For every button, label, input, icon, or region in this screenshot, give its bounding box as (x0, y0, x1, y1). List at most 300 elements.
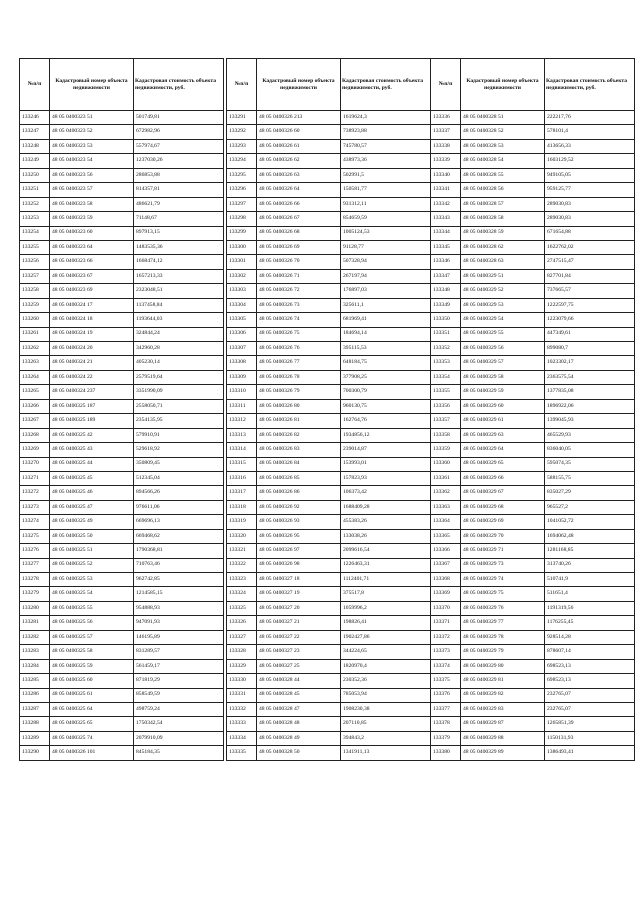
row-number-cell: 133314 (227, 443, 257, 457)
cadastral-value-cell: 976611,06 (134, 500, 224, 514)
table-row (20, 428, 224, 442)
cadastral-value-cell: 1005124,53 (341, 226, 431, 240)
cadastral-value-cell: 153993,01 (341, 457, 431, 471)
cadastral-value-cell: 1386493,41 (545, 746, 635, 760)
row-number-cell: 133311 (227, 399, 257, 413)
cadastral-number-cell: 48 05 0400326 82 (257, 428, 341, 442)
table-row (20, 298, 224, 312)
header-cadastral-value: Кадастровая стоимость объекта недвижимости, руб. (545, 59, 635, 111)
cadastral-value-cell: 1281168,85 (545, 544, 635, 558)
row-number-cell: 133280 (20, 601, 50, 615)
cadastral-value-cell: 447349,61 (545, 327, 635, 341)
cadastral-value-cell: 578101,4 (545, 125, 635, 139)
cadastral-number-cell: 48 05 0400328 52 (461, 125, 545, 139)
cadastral-number-cell: 48 05 0400329 82 (461, 688, 545, 702)
table-row (20, 746, 224, 760)
table-row (227, 183, 431, 197)
cadastral-number-cell: 48 05 0400324 17 (50, 298, 134, 312)
table-row (20, 471, 224, 485)
table-row (431, 197, 635, 211)
cadastral-number-cell: 48 05 0400323 69 (50, 284, 134, 298)
cadastral-value-cell: 1619624,3 (341, 111, 431, 125)
row-number-cell: 133338 (431, 139, 461, 153)
cadastral-value-cell: 1176255,45 (545, 616, 635, 630)
table-row (20, 342, 224, 356)
cadastral-value-cell: 894566,26 (134, 486, 224, 500)
table-row (20, 313, 224, 327)
cadastral-value-cell: 671654,88 (545, 226, 635, 240)
cadastral-value-cell: 1150131,93 (545, 731, 635, 745)
table-row (20, 269, 224, 283)
table-row (20, 529, 224, 543)
table-row (20, 587, 224, 601)
cadastral-value-cell: 1059996,2 (341, 601, 431, 615)
row-number-cell: 133304 (227, 298, 257, 312)
cadastral-value-cell: 375517,8 (341, 587, 431, 601)
cadastral-number-cell: 48 05 0400329 89 (461, 746, 545, 760)
table-row (20, 154, 224, 168)
cadastral-number-cell: 48 05 0400329 64 (461, 443, 545, 457)
table-row (227, 269, 431, 283)
cadastral-number-cell: 48 05 0400328 59 (461, 226, 545, 240)
register-table-3 (430, 58, 635, 761)
cadastral-value-cell: 1820970,4 (341, 659, 431, 673)
row-number-cell: 133359 (431, 443, 461, 457)
cadastral-value-cell: 959125,77 (545, 183, 635, 197)
row-number-cell: 133332 (227, 702, 257, 716)
cadastral-value-cell: 710763,46 (134, 558, 224, 572)
row-number-cell: 133262 (20, 342, 50, 356)
header-num: №п/п (431, 59, 461, 111)
row-number-cell: 133285 (20, 674, 50, 688)
cadastral-value-cell: 831289,57 (134, 645, 224, 659)
cadastral-number-cell: 48 05 0400325 64 (50, 702, 134, 716)
cadastral-value-cell: 394843,2 (341, 731, 431, 745)
cadastral-number-cell: 48 05 0400323 59 (50, 212, 134, 226)
row-number-cell: 133324 (227, 587, 257, 601)
cadastral-value-cell: 1622762,02 (545, 240, 635, 254)
row-number-cell: 133248 (20, 139, 50, 153)
table-row (20, 731, 224, 745)
cadastral-number-cell: 48 05 0400326 98 (257, 558, 341, 572)
table-row (431, 529, 635, 543)
cadastral-number-cell: 48 05 0400327 22 (257, 630, 341, 644)
cadastral-number-cell: 48 05 0400323 66 (50, 255, 134, 269)
cadastral-value-cell: 510741,9 (545, 573, 635, 587)
table-row (20, 356, 224, 370)
row-number-cell: 133321 (227, 544, 257, 558)
row-number-cell: 133364 (431, 515, 461, 529)
row-number-cell: 133278 (20, 573, 50, 587)
cadastral-value-cell: 239014,87 (341, 443, 431, 457)
table-row (20, 370, 224, 384)
cadastral-value-cell: 669696,13 (134, 515, 224, 529)
table-row (20, 630, 224, 644)
cadastral-value-cell: 858549,59 (134, 688, 224, 702)
cadastral-value-cell: 899080,7 (545, 342, 635, 356)
cadastral-value-cell: 878607,14 (545, 645, 635, 659)
row-number-cell: 133368 (431, 573, 461, 587)
row-number-cell: 133260 (20, 313, 50, 327)
row-number-cell: 133308 (227, 356, 257, 370)
cadastral-number-cell: 48 05 0400325 47 (50, 500, 134, 514)
cadastral-number-cell: 48 05 0400323 52 (50, 125, 134, 139)
cadastral-number-cell: 48 05 0400326 63 (257, 168, 341, 182)
register-table-2 (226, 58, 431, 761)
table-row (431, 587, 635, 601)
row-number-cell: 133375 (431, 674, 461, 688)
cadastral-value-cell: 1603129,52 (545, 154, 635, 168)
cadastral-value-cell: 1112401,71 (341, 573, 431, 587)
table-row (20, 443, 224, 457)
cadastral-number-cell: 48 05 0400327 19 (257, 587, 341, 601)
cadastral-number-cell: 48 05 0400324 21 (50, 356, 134, 370)
cadastral-value-cell: 162764,76 (341, 414, 431, 428)
row-number-cell: 133293 (227, 139, 257, 153)
table-row (20, 226, 224, 240)
cadastral-number-cell: 48 05 0400326 84 (257, 457, 341, 471)
row-number-cell: 133249 (20, 154, 50, 168)
cadastral-value-cell: 289030,83 (545, 197, 635, 211)
cadastral-value-cell: 931312,11 (341, 197, 431, 211)
cadastral-number-cell: 48 05 0400329 58 (461, 370, 545, 384)
cadastral-value-cell: 1688409,28 (341, 500, 431, 514)
table-row (431, 125, 635, 139)
header-cadastral-value: Кадастровая стоимость объекта недвижимости, руб. (341, 59, 431, 111)
row-number-cell: 133370 (431, 601, 461, 615)
cadastral-value-cell: 1908230,38 (341, 702, 431, 716)
table-row (227, 226, 431, 240)
table-row (227, 197, 431, 211)
cadastral-value-cell: 954888,93 (134, 601, 224, 615)
cadastral-number-cell: 48 05 0400326 64 (257, 183, 341, 197)
cadastral-number-cell: 48 05 0400326 78 (257, 370, 341, 384)
row-number-cell: 133313 (227, 428, 257, 442)
row-number-cell: 133289 (20, 731, 50, 745)
cadastral-value-cell: 1896922,06 (545, 399, 635, 413)
row-number-cell: 133318 (227, 500, 257, 514)
row-number-cell: 133365 (431, 529, 461, 543)
cadastral-value-cell: 965527,2 (545, 500, 635, 514)
cadastral-number-cell: 48 05 0400326 74 (257, 313, 341, 327)
row-number-cell: 133255 (20, 240, 50, 254)
cadastral-value-cell: 405230,14 (134, 356, 224, 370)
table-row (227, 688, 431, 702)
cadastral-number-cell: 48 05 0400325 61 (50, 688, 134, 702)
cadastral-number-cell: 48 05 0400328 62 (461, 240, 545, 254)
cadastral-value-cell: 289030,83 (545, 212, 635, 226)
cadastral-value-cell: 588155,75 (545, 471, 635, 485)
row-number-cell: 133302 (227, 269, 257, 283)
cadastral-value-cell: 413656,33 (545, 139, 635, 153)
cadastral-number-cell: 48 05 0400327 18 (257, 573, 341, 587)
cadastral-number-cell: 48 05 0400326 68 (257, 226, 341, 240)
row-number-cell: 133334 (227, 731, 257, 745)
table-row (227, 356, 431, 370)
row-number-cell: 133282 (20, 630, 50, 644)
table-row (431, 515, 635, 529)
cadastral-number-cell: 48 05 0400328 49 (257, 731, 341, 745)
cadastral-value-cell: 962742,85 (134, 573, 224, 587)
cadastral-value-cell: 1377835,08 (545, 385, 635, 399)
row-number-cell: 133377 (431, 702, 461, 716)
cadastral-value-cell: 324844,24 (134, 327, 224, 341)
cadastral-number-cell: 48 05 0400328 57 (461, 197, 545, 211)
row-number-cell: 133329 (227, 659, 257, 673)
cadastral-value-cell: 325611,1 (341, 298, 431, 312)
cadastral-value-cell: 2363575,54 (545, 370, 635, 384)
cadastral-number-cell: 48 05 0400325 43 (50, 443, 134, 457)
table-row (227, 573, 431, 587)
table-row (20, 327, 224, 341)
cadastral-value-cell: 157823,93 (341, 471, 431, 485)
table-row (227, 717, 431, 731)
cadastral-number-cell: 48 05 0400327 25 (257, 659, 341, 673)
row-number-cell: 133266 (20, 399, 50, 413)
row-number-cell: 133322 (227, 558, 257, 572)
table-row (431, 342, 635, 356)
table-row (227, 125, 431, 139)
table-row (20, 688, 224, 702)
cadastral-value-cell: 557974,67 (134, 139, 224, 153)
cadastral-number-cell: 48 05 0400329 81 (461, 674, 545, 688)
cadastral-value-cell: 1193644,03 (134, 313, 224, 327)
cadastral-number-cell: 48 05 0400325 59 (50, 659, 134, 673)
row-number-cell: 133294 (227, 154, 257, 168)
cadastral-number-cell: 48 05 0400326 101 (50, 746, 134, 760)
row-number-cell: 133379 (431, 731, 461, 745)
table-row (20, 601, 224, 615)
row-number-cell: 133296 (227, 183, 257, 197)
cadastral-number-cell: 48 05 0400326 72 (257, 284, 341, 298)
table-row (431, 255, 635, 269)
table-row (431, 212, 635, 226)
table-row (20, 111, 224, 125)
row-number-cell: 133351 (431, 327, 461, 341)
cadastral-number-cell: 48 05 0400329 78 (461, 630, 545, 644)
cadastral-number-cell: 48 05 0400324 18 (50, 313, 134, 327)
row-number-cell: 133272 (20, 486, 50, 500)
cadastral-number-cell: 48 05 0400326 70 (257, 255, 341, 269)
table-row (227, 544, 431, 558)
cadastral-value-cell: 1483535,36 (134, 240, 224, 254)
cadastral-value-cell: 785053,94 (341, 688, 431, 702)
table-row (20, 197, 224, 211)
table-row (227, 313, 431, 327)
cadastral-value-cell: 648184,75 (341, 356, 431, 370)
row-number-cell: 133316 (227, 471, 257, 485)
row-number-cell: 133258 (20, 284, 50, 298)
table-row (20, 183, 224, 197)
table-row (20, 558, 224, 572)
cadastral-number-cell: 48 05 0400326 83 (257, 443, 341, 457)
cadastral-value-cell: 1137458,84 (134, 298, 224, 312)
table-row (431, 746, 635, 760)
cadastral-value-cell: 960130,75 (341, 399, 431, 413)
table-row (20, 139, 224, 153)
cadastral-value-cell: 502991,5 (341, 168, 431, 182)
table-row (431, 601, 635, 615)
cadastral-value-cell: 1668474,12 (134, 255, 224, 269)
cadastral-number-cell: 48 05 0400329 56 (461, 342, 545, 356)
row-number-cell: 133286 (20, 688, 50, 702)
row-number-cell: 133279 (20, 587, 50, 601)
cadastral-value-cell: 2323048,51 (134, 284, 224, 298)
row-number-cell: 133277 (20, 558, 50, 572)
row-number-cell: 133361 (431, 471, 461, 485)
row-number-cell: 133342 (431, 197, 461, 211)
cadastral-value-cell: 344224,65 (341, 645, 431, 659)
table-row (227, 255, 431, 269)
cadastral-number-cell: 48 05 0400326 97 (257, 544, 341, 558)
cadastral-value-cell: 1191319,56 (545, 601, 635, 615)
cadastral-value-cell: 871819,29 (134, 674, 224, 688)
table-row (431, 616, 635, 630)
cadastral-number-cell: 48 05 0400329 83 (461, 702, 545, 716)
cadastral-value-cell: 669468,62 (134, 529, 224, 543)
table-row (227, 500, 431, 514)
cadastral-number-cell: 48 05 0400325 50 (50, 529, 134, 543)
cadastral-number-cell: 48 05 0400329 87 (461, 717, 545, 731)
cadastral-value-cell: 465529,93 (545, 428, 635, 442)
table-row (227, 645, 431, 659)
cadastral-value-cell: 854659,59 (341, 212, 431, 226)
row-number-cell: 133301 (227, 255, 257, 269)
cadastral-number-cell: 48 05 0400329 77 (461, 616, 545, 630)
cadastral-number-cell: 48 05 0400326 62 (257, 154, 341, 168)
cadastral-number-cell: 48 05 0400327 23 (257, 645, 341, 659)
row-number-cell: 133259 (20, 298, 50, 312)
row-number-cell: 133346 (431, 255, 461, 269)
cadastral-number-cell: 48 05 0400325 57 (50, 630, 134, 644)
cadastral-number-cell: 48 05 0400328 45 (257, 688, 341, 702)
table-row (431, 269, 635, 283)
table-row (20, 125, 224, 139)
cadastral-value-cell: 561459,17 (134, 659, 224, 673)
row-number-cell: 133356 (431, 399, 461, 413)
table-row (227, 414, 431, 428)
row-number-cell: 133287 (20, 702, 50, 716)
cadastral-number-cell: 48 05 0400328 50 (257, 746, 341, 760)
table-row (431, 414, 635, 428)
cadastral-number-cell: 48 05 0400326 61 (257, 139, 341, 153)
cadastral-number-cell: 48 05 0400326 75 (257, 327, 341, 341)
row-number-cell: 133264 (20, 370, 50, 384)
cadastral-number-cell: 48 05 0400329 52 (461, 284, 545, 298)
cadastral-number-cell: 48 05 0400326 92 (257, 500, 341, 514)
cadastral-number-cell: 48 05 0400329 80 (461, 659, 545, 673)
cadastral-value-cell: 845184,35 (134, 746, 224, 760)
table-row (431, 226, 635, 240)
table-row (20, 515, 224, 529)
cadastral-number-cell: 48 05 0400325 60 (50, 674, 134, 688)
row-number-cell: 133353 (431, 356, 461, 370)
row-number-cell: 133376 (431, 688, 461, 702)
table-row (227, 702, 431, 716)
table-row (227, 139, 431, 153)
cadastral-value-cell: 146195,89 (134, 630, 224, 644)
table-row (227, 399, 431, 413)
table-row (431, 428, 635, 442)
cadastral-number-cell: 48 05 0400326 80 (257, 399, 341, 413)
row-number-cell: 133307 (227, 342, 257, 356)
cadastral-number-cell: 48 05 0400329 68 (461, 500, 545, 514)
table-row (431, 385, 635, 399)
cadastral-number-cell: 48 05 0400326 69 (257, 240, 341, 254)
cadastral-value-cell: 1023302,17 (545, 356, 635, 370)
cadastral-value-cell: 176897,03 (341, 284, 431, 298)
row-number-cell: 133265 (20, 385, 50, 399)
cadastral-value-cell: 1750342,54 (134, 717, 224, 731)
row-number-cell: 133256 (20, 255, 50, 269)
cadastral-number-cell: 48 05 0400324 22 (50, 370, 134, 384)
cadastral-value-cell: 267197,94 (341, 269, 431, 283)
cadastral-number-cell: 48 05 0400325 74 (50, 731, 134, 745)
cadastral-number-cell: 48 05 0400329 63 (461, 428, 545, 442)
cadastral-value-cell: 745780,57 (341, 139, 431, 153)
row-number-cell: 133253 (20, 212, 50, 226)
table-row (227, 370, 431, 384)
cadastral-value-cell: 672982,96 (134, 125, 224, 139)
cadastral-number-cell: 48 05 0400328 44 (257, 674, 341, 688)
table-row (20, 457, 224, 471)
cadastral-number-cell: 48 05 0400325 53 (50, 573, 134, 587)
row-number-cell: 133380 (431, 746, 461, 760)
table-row (227, 746, 431, 760)
row-number-cell: 133369 (431, 587, 461, 601)
cadastral-number-cell: 48 05 0400323 51 (50, 111, 134, 125)
table-row (431, 731, 635, 745)
row-number-cell: 133310 (227, 385, 257, 399)
table-row (227, 558, 431, 572)
table-row (20, 486, 224, 500)
cadastral-value-cell: 222217,76 (545, 111, 635, 125)
table-row (431, 139, 635, 153)
table-row (431, 313, 635, 327)
row-number-cell: 133345 (431, 240, 461, 254)
row-number-cell: 133343 (431, 212, 461, 226)
row-number-cell: 133336 (431, 111, 461, 125)
cadastral-number-cell: 48 05 0400326 213 (257, 111, 341, 125)
row-number-cell: 133355 (431, 385, 461, 399)
cadastral-number-cell: 48 05 0400329 75 (461, 587, 545, 601)
cadastral-number-cell: 48 05 0400329 61 (461, 414, 545, 428)
cadastral-number-cell: 48 05 0400325 56 (50, 616, 134, 630)
table-row (20, 284, 224, 298)
cadastral-number-cell: 48 05 0400326 71 (257, 269, 341, 283)
cadastral-value-cell: 836040,05 (545, 443, 635, 457)
cadastral-value-cell: 698523,13 (545, 674, 635, 688)
cadastral-value-cell: 698523,13 (545, 659, 635, 673)
cadastral-number-cell: 48 05 0400329 66 (461, 471, 545, 485)
cadastral-number-cell: 48 05 0400329 54 (461, 313, 545, 327)
table-row (227, 111, 431, 125)
cadastral-value-cell: 1041052,72 (545, 515, 635, 529)
cadastral-number-cell: 48 05 0400325 187 (50, 399, 134, 413)
row-number-cell: 133261 (20, 327, 50, 341)
cadastral-value-cell: 737665,57 (545, 284, 635, 298)
table-row (431, 399, 635, 413)
cadastral-value-cell: 2579519,64 (134, 370, 224, 384)
table-row (431, 486, 635, 500)
cadastral-number-cell: 48 05 0400328 48 (257, 717, 341, 731)
row-number-cell: 133341 (431, 183, 461, 197)
table-row (20, 573, 224, 587)
table-row (431, 717, 635, 731)
cadastral-value-cell: 928514,28 (545, 630, 635, 644)
cadastral-number-cell: 48 05 0400324 20 (50, 342, 134, 356)
table-row (20, 399, 224, 413)
